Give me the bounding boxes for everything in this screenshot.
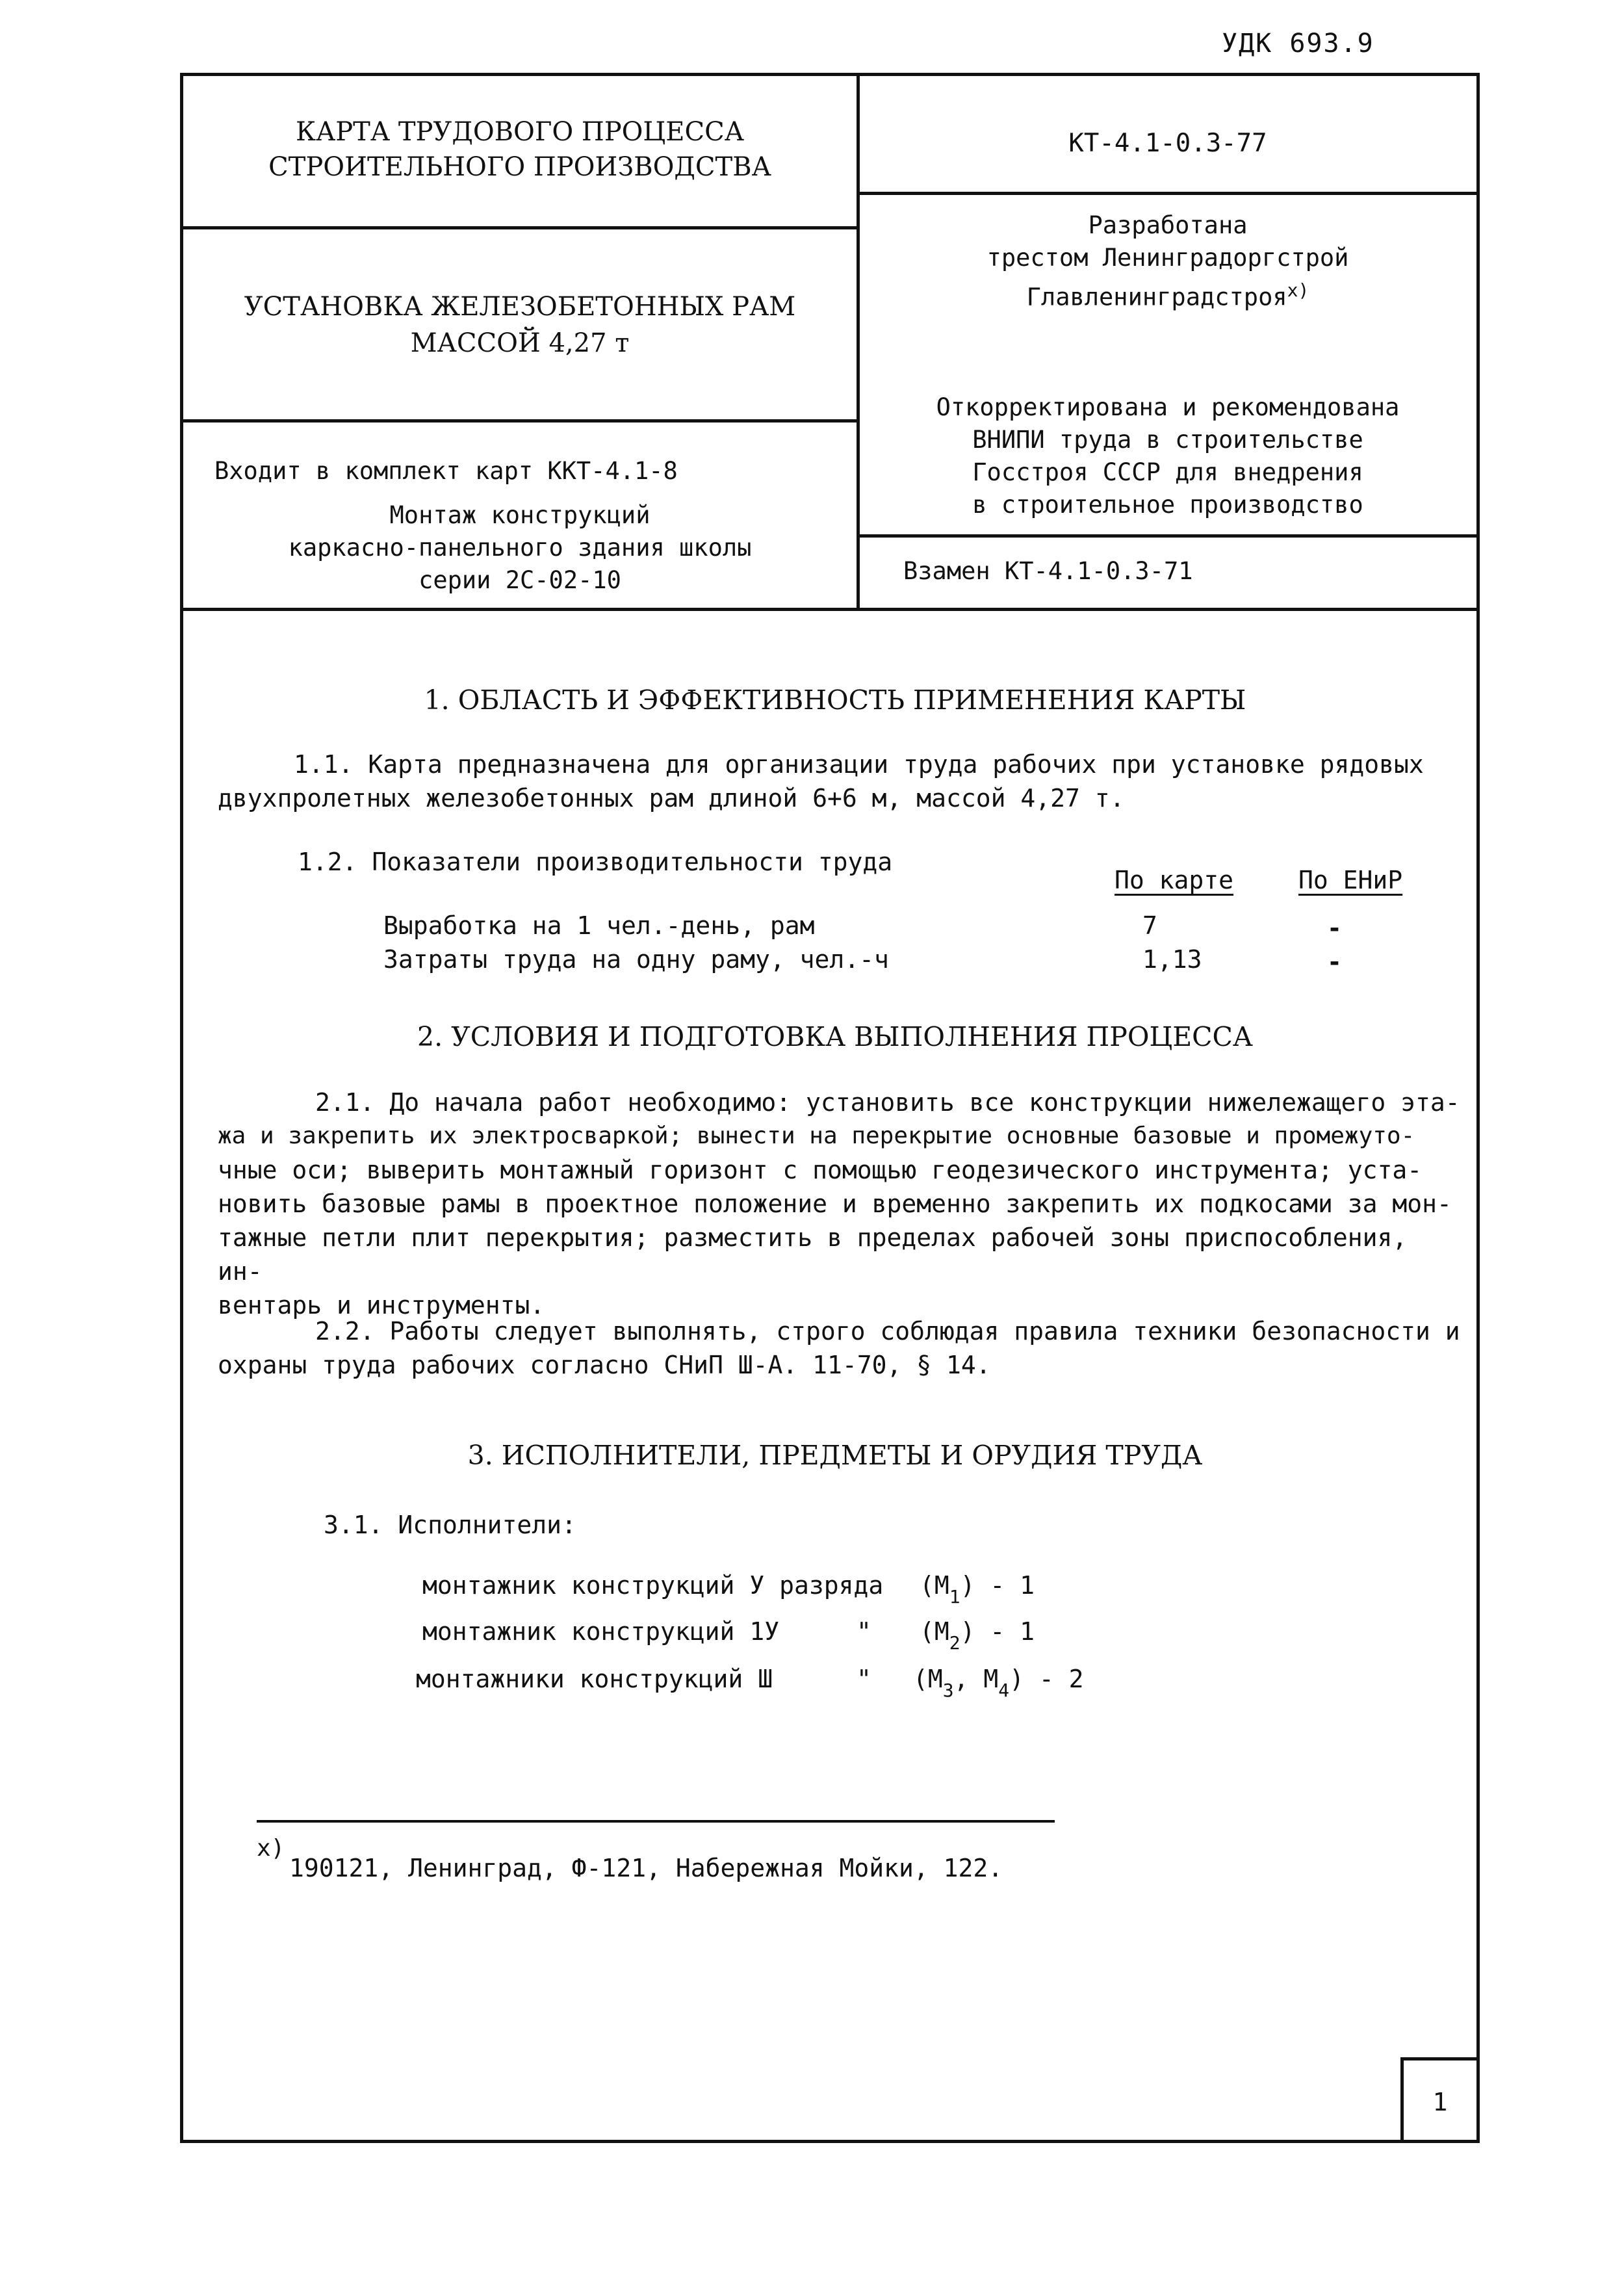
corrected-by-line: в строительное производство (972, 491, 1363, 519)
card-set-title-line: Монтаж конструкций (389, 501, 651, 529)
ditto-mark: " (857, 1665, 871, 1693)
card-type-title (185, 114, 855, 185)
para-2-1-line: жа и закрепить их электросваркой; вынести на перекрытие основные базовые и промежуто- (218, 1123, 1415, 1149)
card-title-line: МАССОЙ 4,27 т (410, 328, 630, 358)
card-set-title-line: серии 2С-02-10 (419, 566, 621, 594)
card-code: КТ-4.1-0.3-77 (1068, 129, 1267, 158)
para-2-1-line: тажные петли плит перекрытия; разместить в пределах рабочей зоны приспособления, ин- (218, 1223, 1408, 1286)
card-type-line: КАРТА ТРУДОВОГО ПРОЦЕССА (295, 117, 745, 147)
table-cell-enir: - (1327, 948, 1342, 976)
para-2-2-line: 2.2. Работы следует выполнять, строго соблюдая правила техники безопасности и (315, 1317, 1460, 1346)
para-1-2-title: 1.2. Показатели производительности труда (298, 848, 893, 876)
corrected-by-line: Откорректирована и рекомендована (936, 393, 1400, 421)
table-row-label: Выработка на 1 чел.-день, рам (383, 911, 815, 940)
table-cell-enir: - (1327, 914, 1342, 942)
para-2-1-line: 2.1. До начала работ необходимо: установить все конструкции нижележащего эта- (315, 1088, 1460, 1117)
worker-code: $(M_2) - 1$ (920, 1617, 1035, 1654)
worker-role: монтажник конструкций 1У (422, 1617, 780, 1646)
table-row-label: Затраты труда на одну раму, чел.-ч (383, 945, 889, 974)
replaces-line: Взамен КТ-4.1-0.3-71 (903, 557, 1193, 585)
udk-code: УДК 693.9 (1222, 29, 1374, 58)
corrected-by-line: ВНИПИ труда в строительстве (972, 426, 1363, 454)
para-1-1-line: двухпролетных железобетонных рам длиной 6+6 м, массой 4,27 т. (218, 784, 1125, 812)
table-cell-card: 7 (1142, 911, 1157, 940)
footnote-rule (257, 1820, 1055, 1823)
para-1-1-line: 1.1. Карта предназначена для организации труда рабочих при установке рядовых (294, 750, 1424, 779)
card-set-title (185, 499, 855, 597)
table-header-enir: По ЕНиР (1298, 866, 1403, 894)
table-header-card: По карте (1115, 866, 1234, 894)
corrected-by-line: Госстроя СССР для внедрения (972, 458, 1363, 486)
card-type-line: СТРОИТЕЛЬНОГО ПРОИЗВОДСТВА (268, 152, 771, 182)
footnote-text: 190121, Ленинград, Ф-121, Набережная Мойки, 122. (289, 1854, 1003, 1882)
section-3-heading: 3. ИСПОЛНИТЕЛИ, ПРЕДМЕТЫ И ОРУДИЯ ТРУДА (467, 1440, 1203, 1471)
card-set-title-line: каркасно-панельного здания школы (288, 534, 752, 562)
para-2-1-line: новить базовые рамы в проектное положение и временно закрепить их подкосами за мон- (218, 1190, 1452, 1218)
table-cell-card: 1,13 (1142, 945, 1202, 974)
card-title-line: УСТАНОВКА ЖЕЛЕЗОБЕТОННЫХ РАМ (244, 292, 796, 322)
card-title (185, 289, 855, 361)
developed-by (859, 209, 1476, 313)
worker-role: монтажники конструкций Ш (416, 1665, 773, 1693)
para-2-1-line: чные оси; выверить монтажный горизонт с помощью геодезического инструмента; уста- (218, 1156, 1423, 1184)
page-number: 1 (1432, 2088, 1448, 2116)
developed-by-line: Главленинградстроя$^{x)}$ (1026, 280, 1309, 311)
para-3-1-title: 3.1. Исполнители: (324, 1511, 576, 1539)
worker-code: ($M_3$, $M_4) - 2$ (913, 1665, 1084, 1701)
para-2-1 (218, 1086, 1465, 1322)
para-2-2 (218, 1314, 1465, 1382)
section-2-heading: 2. УСЛОВИЯ И ПОДГОТОВКА ВЫПОЛНЕНИЯ ПРОЦЕССА (417, 1021, 1253, 1052)
worker-role: монтажник конструкций У разряда (422, 1571, 884, 1600)
worker-code: $(M_1) - 1$ (920, 1571, 1035, 1607)
footnote-mark: x) (257, 1835, 285, 1862)
para-2-2-line: охраны труда рабочих согласно СНиП Ш-А. 11-70, § 14. (218, 1351, 991, 1379)
developed-by-line: трестом Ленинградоргстрой (986, 244, 1349, 272)
card-set-line: Входит в комплект карт ККТ-4.1-8 (214, 457, 678, 485)
ditto-mark: " (857, 1617, 871, 1646)
footnote-mark: x) (1287, 280, 1309, 301)
corrected-by (859, 391, 1476, 521)
para-2-1-line: вентарь и инструменты. (218, 1291, 545, 1320)
developed-by-line: Разработана (1088, 211, 1248, 239)
section-1-heading: 1. ОБЛАСТЬ И ЭФФЕКТИВНОСТЬ ПРИМЕНЕНИЯ КАРТЫ (424, 684, 1246, 716)
